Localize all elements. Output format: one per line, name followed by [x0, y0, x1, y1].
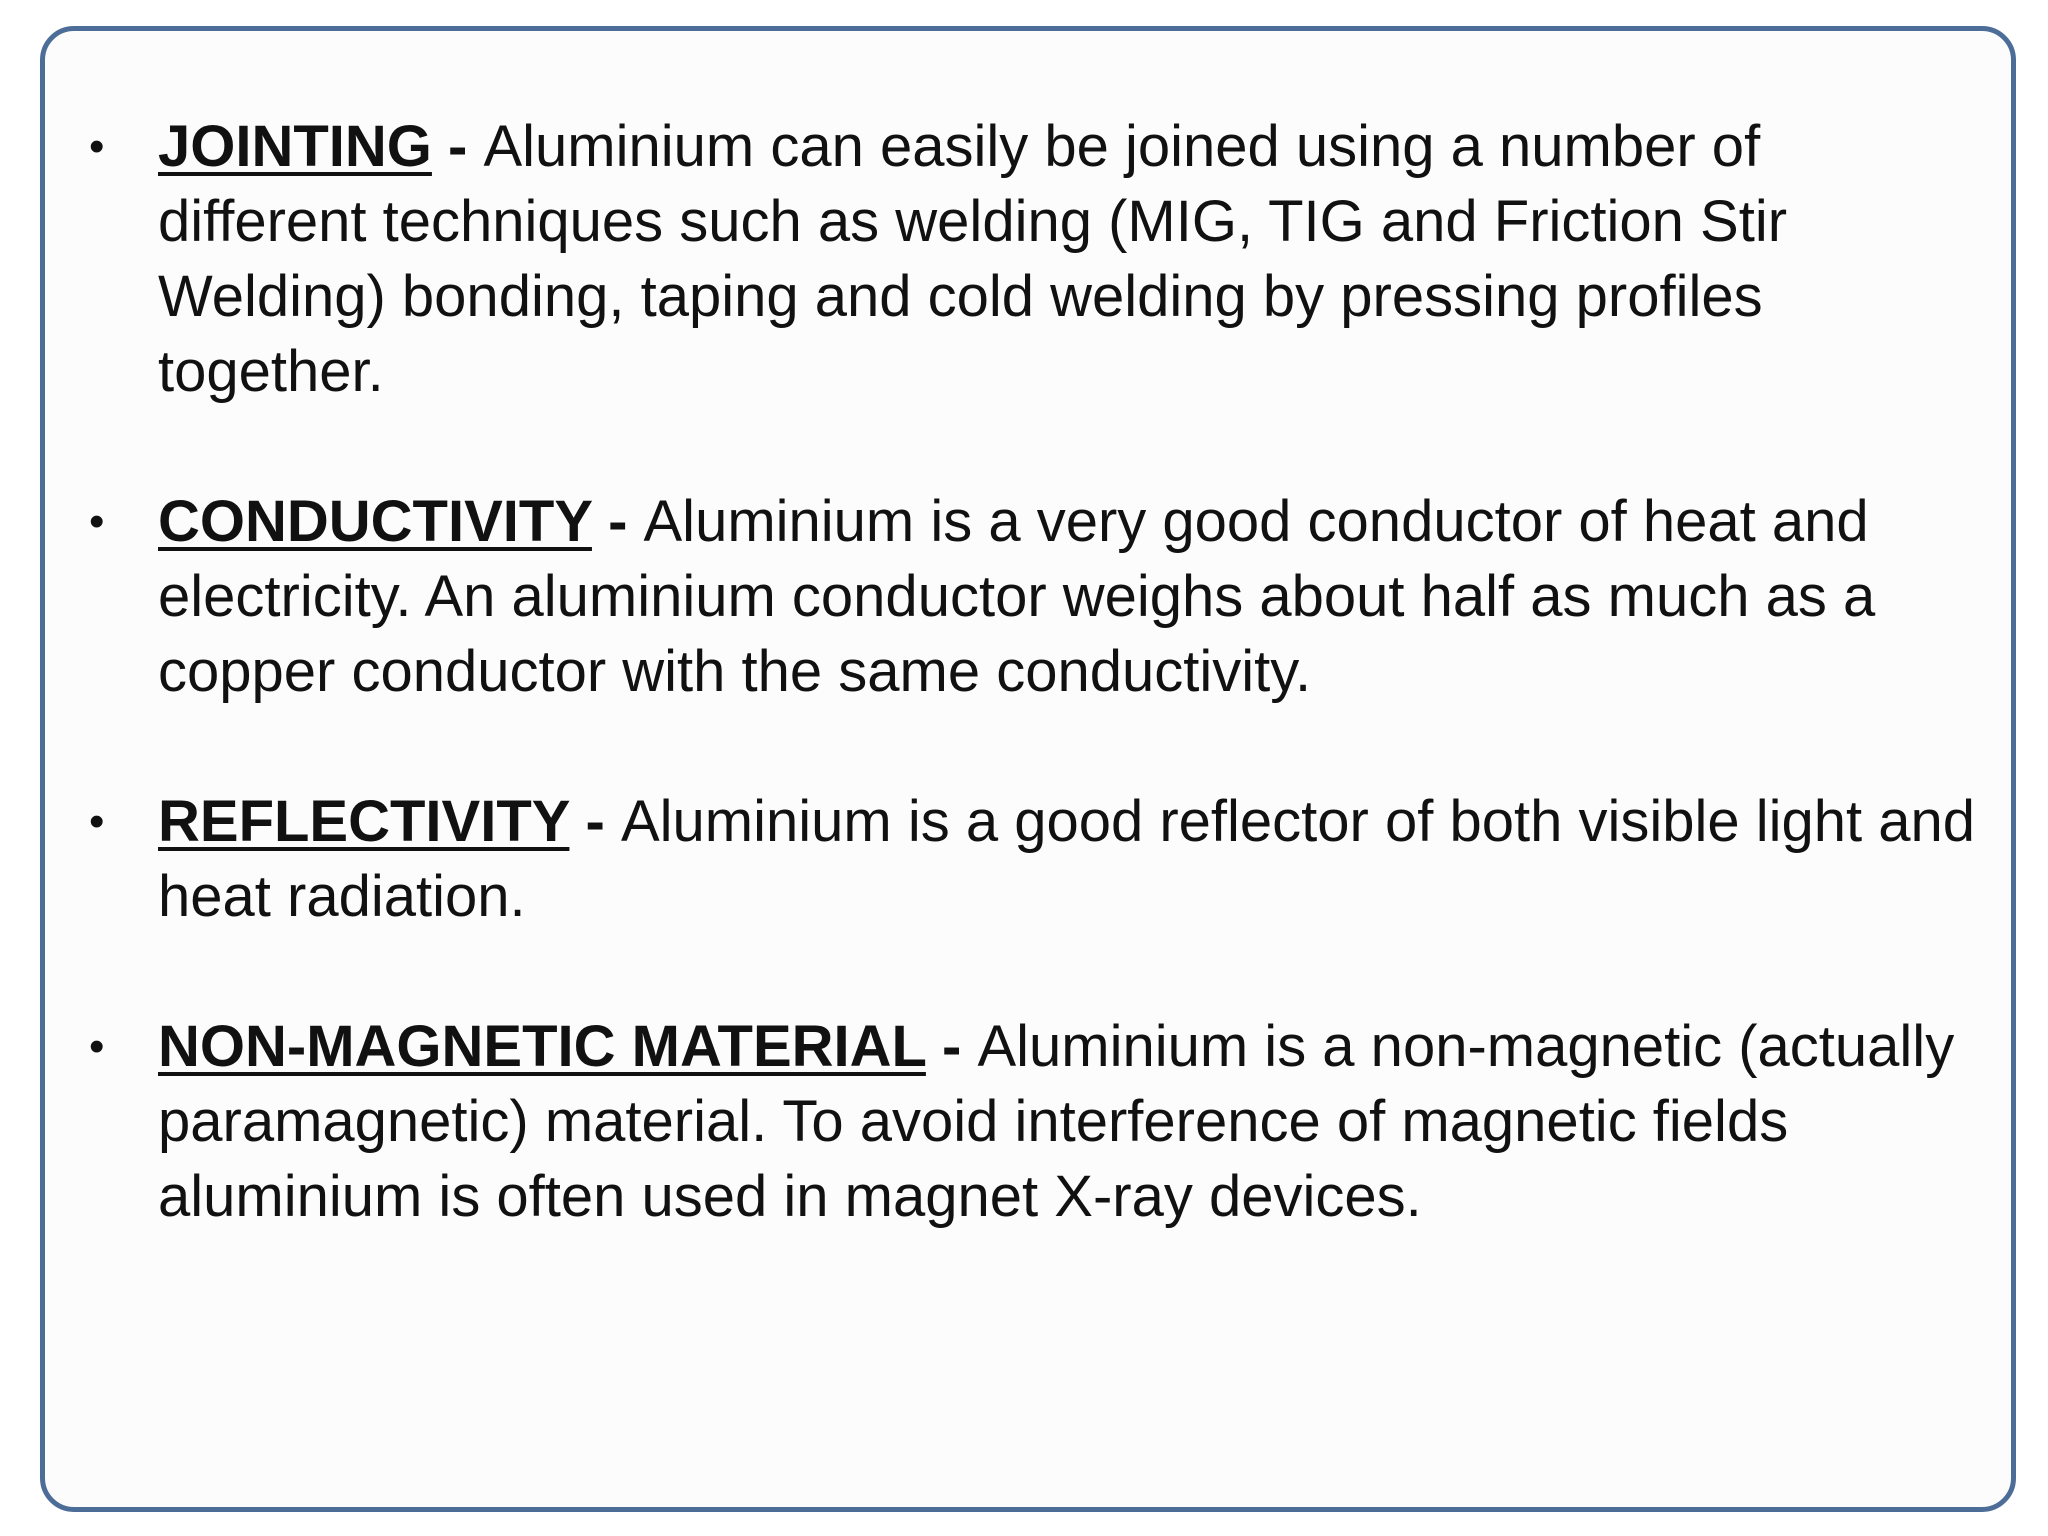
bullet-jointing [45, 109, 2011, 409]
bullet-non-magnetic [45, 1009, 2011, 1234]
bullet-icon: • [89, 497, 105, 546]
slide-frame [40, 26, 2016, 1512]
bullet-separator: - [591, 489, 644, 554]
bullet-list [45, 109, 2011, 1309]
bullet-term: JOINTING [158, 114, 432, 179]
bullet-text: Aluminium is a non-magnetic (actually paramagnetic) material. To avoid interference of magnetic fields aluminium is often used in magnet X-ray devices. [158, 1014, 1955, 1229]
bullet-text: Aluminium is a good reflector of both visible light and heat radiation. [158, 789, 1976, 929]
bullet-term: NON-MAGNETIC MATERIAL [158, 1014, 926, 1079]
bullet-term: CONDUCTIVITY [158, 489, 592, 554]
bullet-conductivity [45, 484, 2011, 709]
bullet-text: Aluminium is a very good conductor of heat and electricity. An aluminium conductor weighs about half as much as a copper conductor with the same conductivity. [158, 489, 1876, 704]
bullet-icon: • [89, 122, 105, 171]
bullet-separator: - [569, 789, 621, 854]
bullet-icon: • [89, 797, 105, 846]
bullet-term: REFLECTIVITY [158, 789, 570, 854]
bullet-separator: - [925, 1014, 978, 1079]
bullet-icon: • [89, 1022, 105, 1071]
bullet-text: Aluminium can easily be joined using a number of different techniques such as welding (MIG, TIG and Friction Stir Welding) bonding, taping and cold welding by pressing profiles together. [158, 114, 1788, 404]
bullet-reflectivity [45, 784, 2011, 934]
bullet-separator: - [431, 114, 484, 179]
